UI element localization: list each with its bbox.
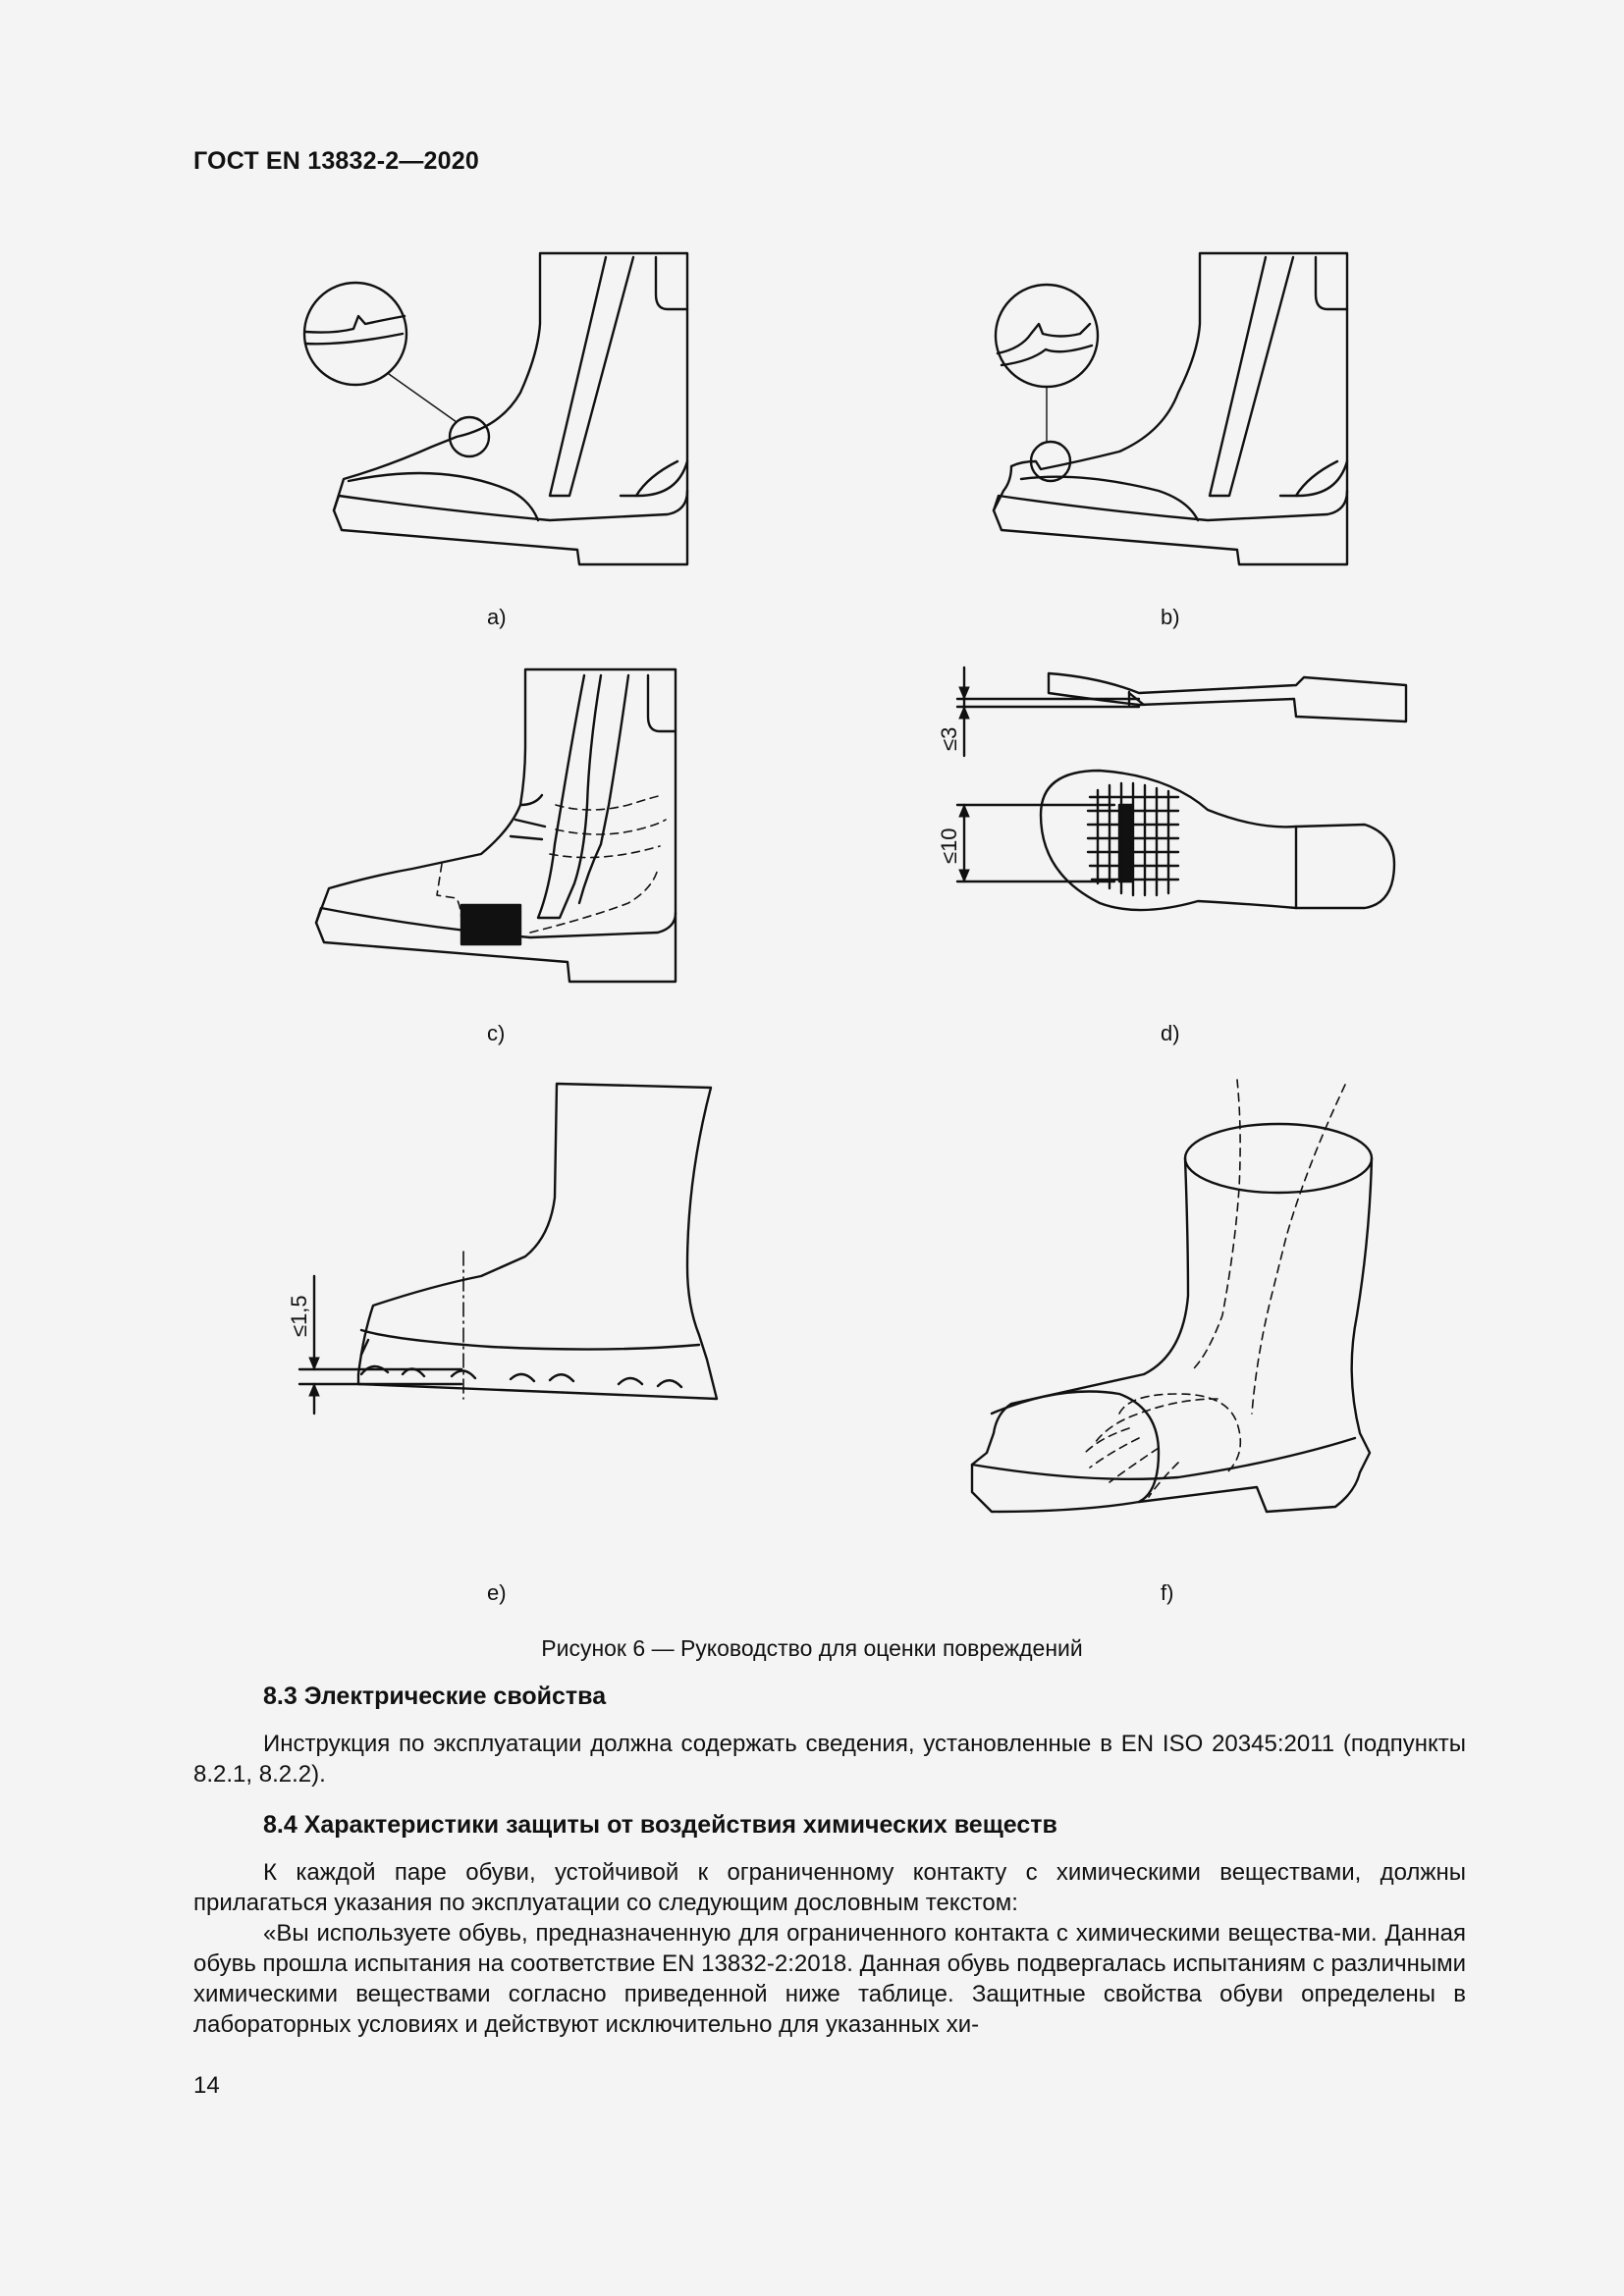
document-header: ГОСТ EN 13832-2—2020: [193, 147, 479, 175]
paragraph-8-3-text: Инструкция по эксплуатации должна содержать сведения, установленные в EN ISO 20345:2011 (подпункты 8.2.1, 8.2.2).: [193, 1731, 1466, 1788]
section-heading-8-4: 8.4 Характеристики защиты от воздействия химических веществ: [263, 1811, 1057, 1839]
section-heading-8-3: 8.3 Электрические свойства: [263, 1682, 607, 1710]
panel-d-label: d): [1161, 1021, 1180, 1045]
paragraph-8-3: [193, 1729, 1466, 1789]
panel-e-label: e): [487, 1580, 507, 1605]
panel-c-drawing: [316, 669, 676, 982]
dimension-thickness: ≤3: [937, 726, 961, 751]
panel-b-label: b): [1161, 605, 1180, 629]
page-number: 14: [193, 2072, 220, 2099]
figure-caption: Рисунок 6 — Руководство для оценки повреждений: [541, 1635, 1083, 1661]
dimension-depth: ≤1,5: [287, 1295, 311, 1337]
paragraph-8-4-2: [193, 1918, 1466, 2040]
panel-d-drawing: [937, 667, 1406, 910]
paragraph-8-4-1: [193, 1857, 1466, 1918]
panel-e-drawing: [287, 1084, 717, 1414]
panel-a-label: a): [487, 605, 507, 629]
paragraph-8-4-1-text: К каждой паре обуви, устойчивой к ограниченному контакту с химическими веществами, должны прилагаться указания по эксплуатации со следующим дословным текстом:: [193, 1859, 1466, 1916]
panel-b-drawing: [994, 253, 1347, 564]
panel-c-label: c): [487, 1021, 506, 1045]
panel-f-drawing: [972, 1080, 1372, 1512]
paragraph-8-4-2-text: «Вы используете обувь, предназначенную для ограниченного контакта с химическими вещества-ми. Данная обувь прошла испытания на соответствие EN 13832-2:2018. Данная обувь подвергалась испытаниям с различными химическими веществами согласно приведенной ниже таблице. Защитные свойства обуви определены в лабораторных условиях и действуют исключительно для указанных хи-: [193, 1920, 1466, 2038]
panel-a-drawing: [304, 253, 687, 564]
dimension-width: ≤10: [937, 828, 961, 864]
panel-f-label: f): [1161, 1580, 1174, 1605]
